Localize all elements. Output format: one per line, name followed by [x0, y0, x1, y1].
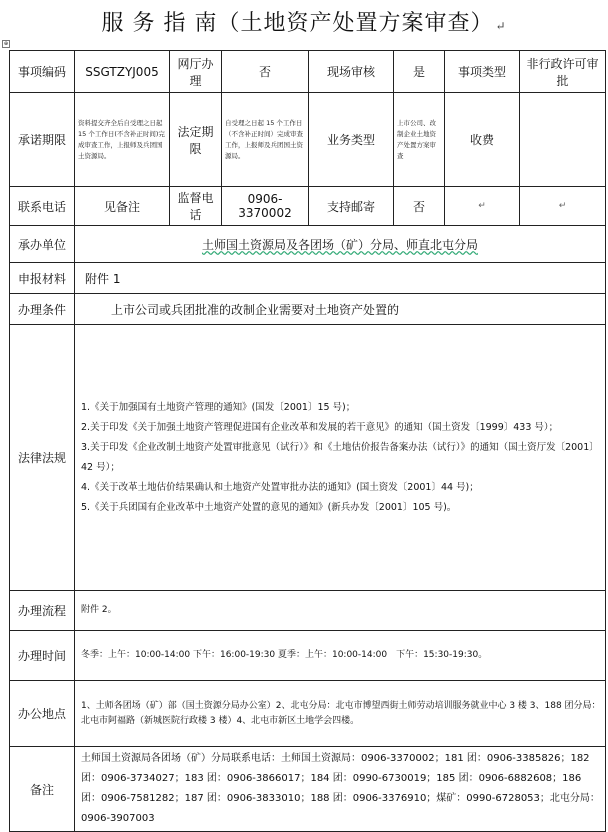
- paragraph-mark: ↵: [495, 19, 507, 33]
- page-title: [0, 6, 608, 37]
- biz-value: 上市公司、改制企业土地资产处置方案审查: [394, 93, 445, 187]
- table-row: [10, 631, 606, 681]
- online-value: 否: [222, 51, 309, 93]
- materials-label: 申报材料: [10, 263, 75, 294]
- process-value: 附件 2。: [75, 591, 606, 631]
- fee-label: 收费: [445, 93, 520, 187]
- laws-list: [75, 325, 606, 591]
- biz-label: 业务类型: [309, 93, 394, 187]
- law-item: 3.关于印发《企业改制土地资产处置审批意见（试行）》和《土地估价报告备案办法（试行）》的通知（国土资厅发〔2001〕42 号）；: [81, 441, 599, 473]
- supervise-label: 监督电话: [170, 187, 222, 226]
- phone-value: 见备注: [75, 187, 170, 226]
- hours-label: 办理时间: [10, 631, 75, 681]
- table-row: [10, 294, 606, 325]
- org-value: [75, 226, 606, 263]
- conditions-label: 办理条件: [10, 294, 75, 325]
- title-text: 服 务 指 南（土地资产处置方案审查）: [101, 11, 494, 36]
- table-row: [10, 187, 606, 226]
- code-label: 事项编码: [10, 51, 75, 93]
- onsite-label: 现场审核: [309, 51, 394, 93]
- law-item: 5.《关于兵团国有企业改革中土地资产处置的意见的通知》(新兵办发〔2001〕105 号)。: [81, 501, 457, 513]
- promise-value: 资料提交齐全后自受理之日起 15 个工作日(不含补正时间)完成审查工作，上报师及兵团国土资源局。: [75, 93, 170, 187]
- table-row: [10, 747, 606, 832]
- type-label: 事项类型: [445, 51, 520, 93]
- mail-value: 否: [394, 187, 445, 226]
- laws-label: 法律法规: [10, 325, 75, 591]
- phone-label: 联系电话: [10, 187, 75, 226]
- table-row: [10, 325, 606, 591]
- onsite-value: 是: [394, 51, 445, 93]
- org-text: 土师国土资源局及各团场（矿）分局、师直北屯分局: [201, 237, 478, 252]
- law-item: 1.《关于加强国有土地资产管理的通知》(国发〔2001〕15 号)；: [81, 401, 356, 413]
- org-label: 承办单位: [10, 226, 75, 263]
- remarks-value: 土师国土资源局各团场（矿）分局联系电话：土师国土资源局：0906-3370002；181 团：0906-3385826；182 团：0906-3734027；183 团：0906-3866017；184 团：0990-6730019；185 团：0906-6882608；186 团：0906-7581282；187 团：0906-3833010；188 团：0906-3376910；煤矿：0990-6728053；北屯分局：0906-3907003: [75, 747, 606, 832]
- paragraph-mark: ↵: [520, 187, 606, 226]
- table-row: [10, 226, 606, 263]
- location-value: 1、土师各团场（矿）部（国土资源分局办公室）2、北屯分局：北屯市博望西街土师劳动培训服务就业中心 3 楼 3、188 团分局：北屯市阿福路（新城医院行政楼 3 楼）4、北屯市新区土地学会四楼。: [75, 681, 606, 747]
- fee-value: [520, 93, 606, 187]
- legal-value: 自受理之日起 15 个工作日（不含补正时间）完成审查工作，上报师及兵团国土资源局。: [222, 93, 309, 187]
- service-guide-table: [9, 50, 606, 832]
- table-anchor-icon[interactable]: ⊕: [3, 41, 9, 47]
- law-item: 4.《关于改革土地估价结果确认和土地资产处置审批办法的通知》(国土资发〔2001〕44 号)；: [81, 481, 479, 493]
- process-label: 办理流程: [10, 591, 75, 631]
- table-row: [10, 51, 606, 93]
- table-row: [10, 591, 606, 631]
- legal-label: 法定期限: [170, 93, 222, 187]
- code-value: SSGTZYJ005: [75, 51, 170, 93]
- location-label: 办公地点: [10, 681, 75, 747]
- remarks-label: 备注: [10, 747, 75, 832]
- conditions-value: 上市公司或兵团批准的改制企业需要对土地资产处置的: [75, 294, 606, 325]
- paragraph-mark: ↵: [445, 187, 520, 226]
- online-label: 网厅办理: [170, 51, 222, 93]
- mail-label: 支持邮寄: [309, 187, 394, 226]
- table-row: [10, 681, 606, 747]
- promise-label: 承诺期限: [10, 93, 75, 187]
- table-row: [10, 263, 606, 294]
- hours-value: 冬季：上午：10:00-14:00 下午：16:00-19:30 夏季：上午：10:00-14:00 下午：15:30-19:30。: [75, 631, 606, 681]
- supervise-value: 0906-3370002: [222, 187, 309, 226]
- materials-value: 附件 1: [75, 263, 606, 294]
- table-row: [10, 93, 606, 187]
- type-value: 非行政许可审批: [520, 51, 606, 93]
- law-item: 2.关于印发《关于加强土地资产管理促进国有企业改革和发展的若干意见》的通知（国土资发〔1999〕433 号）；: [81, 421, 559, 433]
